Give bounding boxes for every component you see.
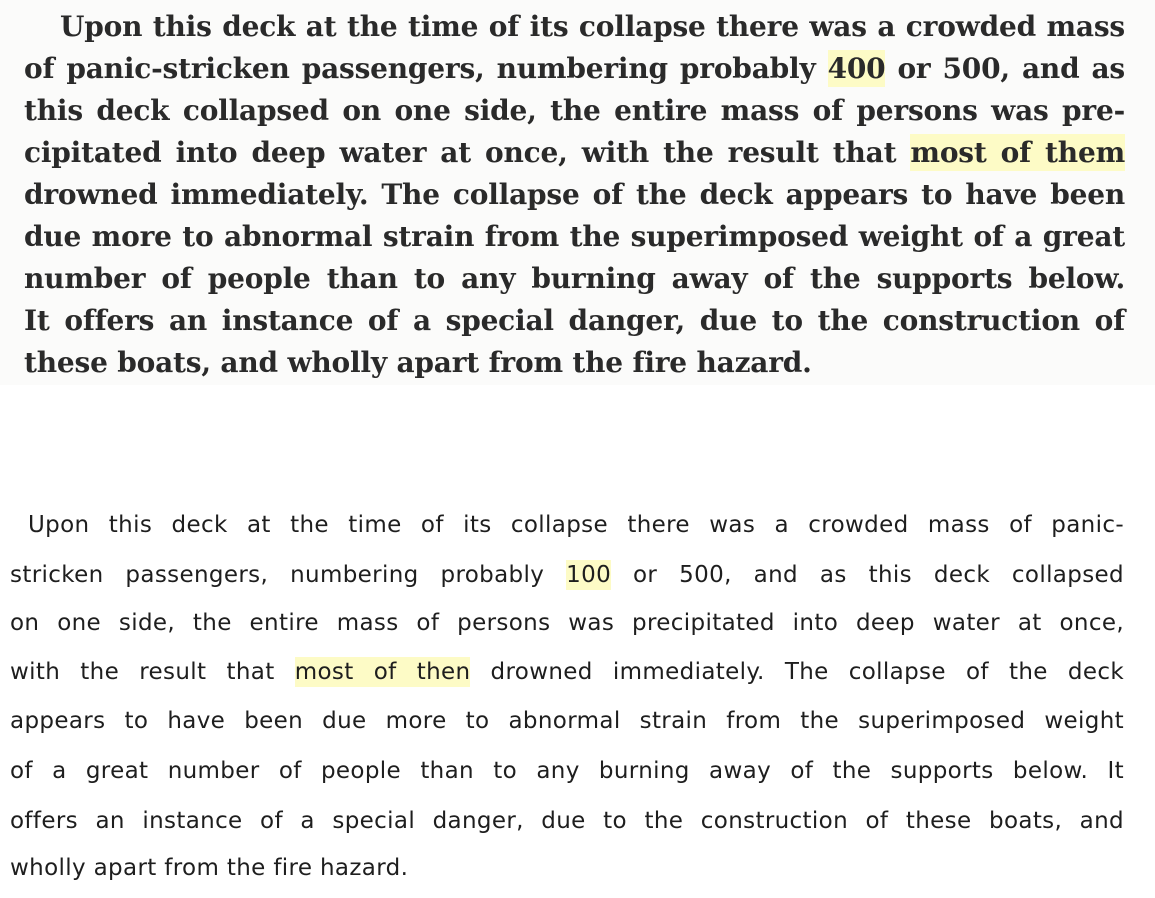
ocr-text: drowned immediately. The collapse of the deck xyxy=(470,659,1125,685)
scan-line: due more to abnormal strain from the superimposed weight of a great xyxy=(24,220,1125,253)
highlighted-number: 100 xyxy=(566,562,612,588)
scan-line: number of people than to any burning away of the supports below. xyxy=(24,262,1125,295)
ocr-line: of a great number of people than to any burning away of the supports below. It xyxy=(10,758,1124,784)
ocr-line: on one side, the entire mass of persons was precipitated into deep water at once, xyxy=(10,610,1124,636)
scan-text: cipitated into deep water at once, with the result that xyxy=(24,136,911,169)
scan-line xyxy=(24,52,1125,86)
scan-line: Upon this deck at the time of its collapse there was a crowded mass xyxy=(60,10,1125,43)
ocr-line: offers an instance of a special danger, due to the construction of these boats, and xyxy=(10,808,1124,834)
ocr-text: or 500, and as this deck collapsed xyxy=(611,562,1124,588)
scan-text: of panic-stricken passengers, numbering probably xyxy=(24,52,828,85)
ocr-text: stricken passengers, numbering probably xyxy=(10,562,567,588)
scan-line: these boats, and wholly apart from the fire hazard. xyxy=(24,346,812,379)
scan-text: or 500, and as xyxy=(885,52,1125,85)
ocr-line xyxy=(10,656,1124,688)
scan-line: drowned immediately. The collapse of the deck appears to have been xyxy=(24,178,1125,211)
ocr-line: wholly apart from the fire hazard. xyxy=(10,855,409,881)
highlighted-phrase: most of then xyxy=(294,659,471,685)
ocr-line xyxy=(10,559,1124,591)
scan-line: It offers an instance of a special danger, due to the construction of xyxy=(24,304,1125,337)
ocr-line: Upon this deck at the time of its collapse there was a crowded mass of panic- xyxy=(28,512,1124,538)
ocr-line: appears to have been due more to abnormal strain from the superimposed weight xyxy=(10,708,1124,734)
scan-line: this deck collapsed on one side, the entire mass of persons was pre- xyxy=(24,94,1125,127)
highlighted-phrase: most of them xyxy=(910,136,1125,169)
scan-line xyxy=(24,136,1125,170)
ocr-text: with the result that xyxy=(10,659,295,685)
highlighted-number: 400 xyxy=(827,52,886,85)
scanned-text-image xyxy=(0,0,1155,385)
